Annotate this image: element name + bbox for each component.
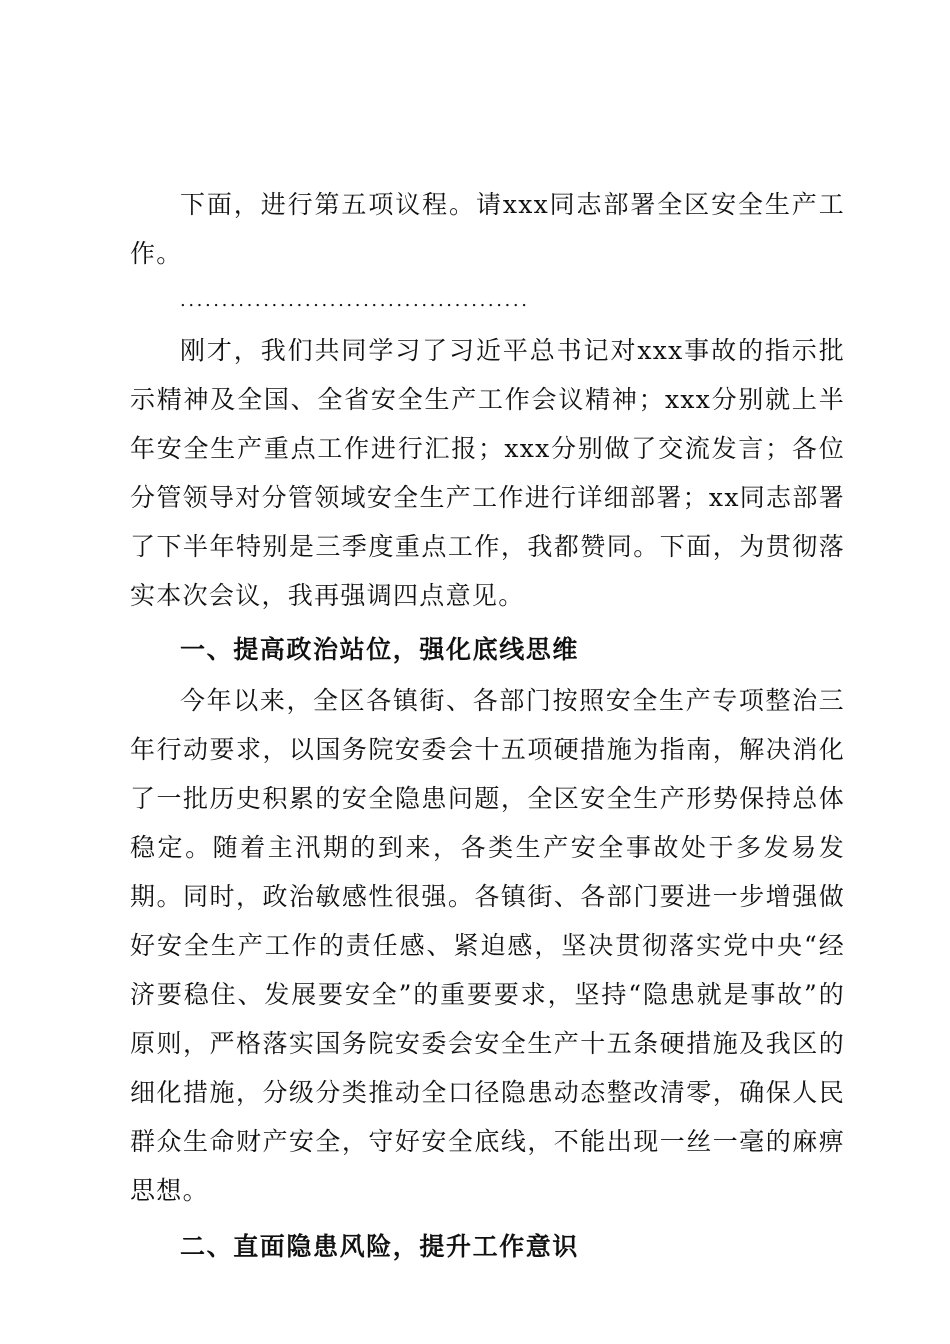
opening-paragraph: 下面，进行第五项议程。请xxx同志部署全区安全生产工作。	[130, 190, 845, 268]
intro-paragraph: 刚才，我们共同学习了习近平总书记对xxx事故的指示批示精神及全国、全省安全生产工作会议精神；xxx分别就上半年安全生产重点工作进行汇报；xxx分别做了交流发言；各位分管领导对分管领域安全生产工作进行详细部署；xx同志部署了下半年特别是三季度重点工作，我都赞同。下面，为贯彻落实本次会议，我再强调四点意见。	[130, 336, 845, 610]
section-1-paragraph: 今年以来，全区各镇街、各部门按照安全生产专项整治三年行动要求，以国务院安委会十五项硬措施为指南，解决消化了一批历史积累的安全隐患问题，全区安全生产形势保持总体稳定。随着主汛期的到来，各类生产安全事故处于多发易发期。同时，政治敏感性很强。各镇街、各部门要进一步增强做好安全生产工作的责任感、紧迫感，坚决贯彻落实党中央“经济要稳住、发展要安全”的重要要求，坚持“隐患就是事故”的原则，严格落实国务院安委会安全生产十五条硬措施及我区的细化措施，分级分类推动全口径隐患动态整改清零，确保人民群众生命财产安全，守好安全底线，不能出现一丝一毫的麻痹思想。	[130, 686, 845, 1205]
document-body	[130, 180, 845, 1273]
ellipsis-separator: ..........................................	[180, 290, 530, 311]
section-heading-1: 一、提高政治站位，强化底线思维	[180, 635, 580, 664]
section-heading-2: 二、直面隐患风险，提升工作意识	[180, 1232, 580, 1261]
